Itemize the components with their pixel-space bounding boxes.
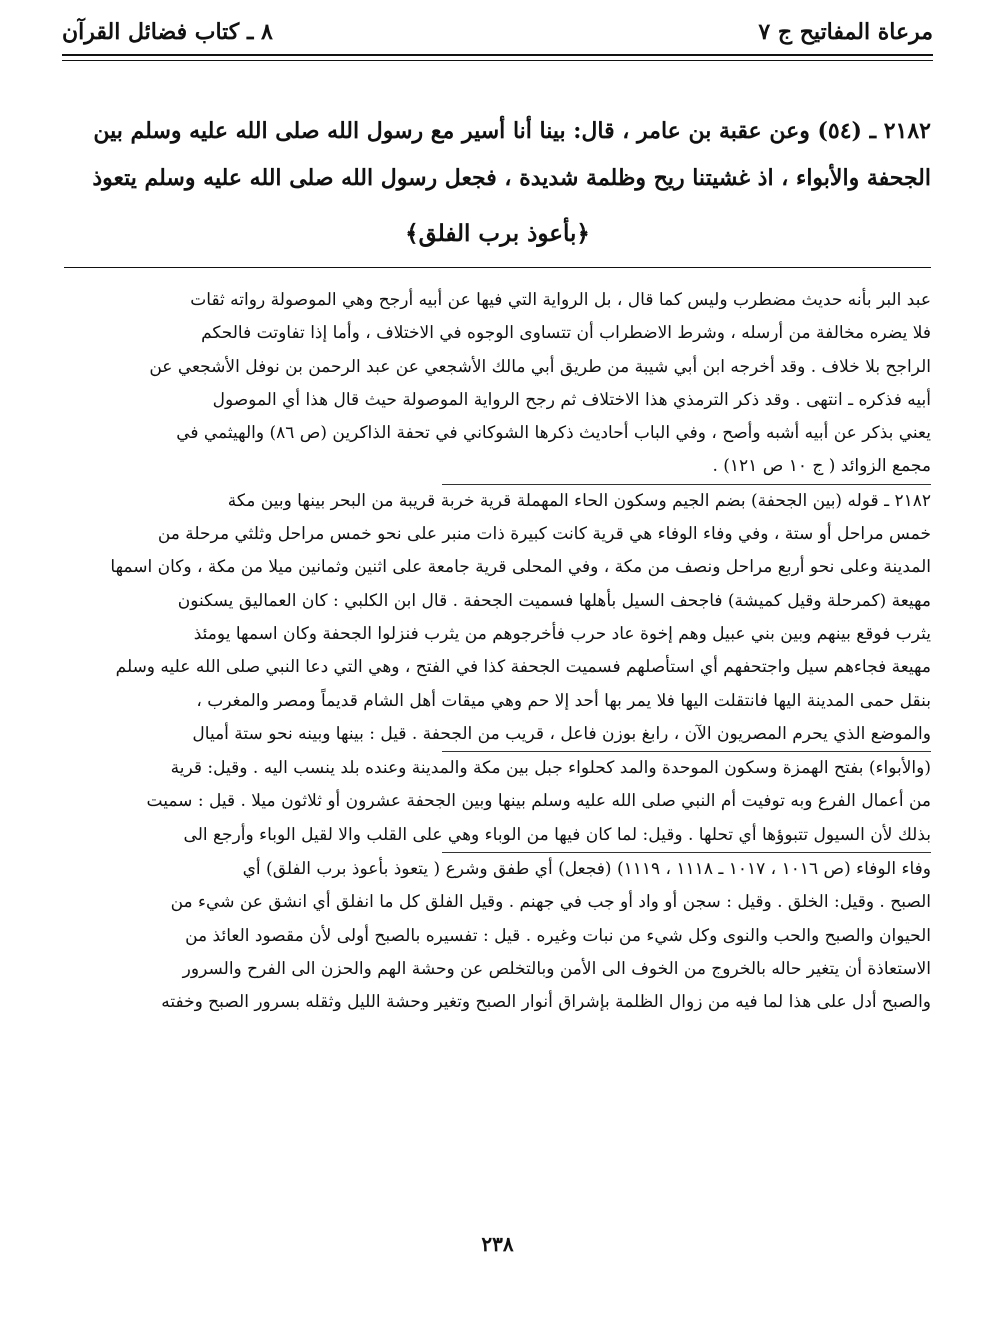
commentary-line: الصبح . وقيل: الخلق . وقيل : سجن أو واد أو جب في جهنم . وقيل الفلق كل ما انفلق أي انشق عن شيء من: [170, 892, 931, 913]
commentary-line: الحيوان والصبح والحب والنوى وكل شيء من نبات وغيره . قيل : تفسيره بالصبح أولى لأن مقصود العائذ من: [185, 925, 931, 946]
section-divider: [64, 267, 931, 268]
commentary-line: (والأبواء) بفتح الهمزة وسكون الموحدة والمد كحلواء جبل بين مكة والمدينة وعنده بلد ينسب اليه . وقيل: قرية: [170, 758, 931, 779]
commentary-line: والموضع الذي يحرم المصريون الآن ، رابغ بوزن فاعل ، قريب من الجحفة . قيل : بينها وبينه نحو ستة أميال: [192, 723, 931, 744]
commentary-line: والصبح أدل على هذا لما فيه من زوال الظلمة بإشراق أنوار الصبح وتغير وحشة الليل وثقله بسرور الصبح وخفته: [161, 992, 931, 1013]
commentary-line: خمس مراحل أو ستة ، وفي وفاء الوفاء هي قرية كانت كبيرة ذات منبر على نحو خمس مراحل وثلثي مرحلة من: [157, 524, 931, 545]
commentary-line: أبيه فذكره ـ انتهى . وقد ذكر الترمذي هذا الاختلاف ثم رجح الرواية الموصولة حيث قال هذا أي الموصول: [212, 389, 931, 410]
commentary-line: الراجح بلا خلاف . وقد أخرجه ابن أبي شيبة من طريق أبي مالك الأشجعي عن عبد الرحمن بن نوفل الأشجعي عن: [149, 356, 931, 377]
commentary-line: مجمع الزوائد ( ج ١٠ ص ١٢١) .: [712, 456, 931, 477]
header-chapter-title: ٨ ـ كتاب فضائل القرآن: [62, 19, 273, 45]
commentary-line: ٢١٨٢ ـ قوله (بين الجحفة) بضم الجيم وسكون الحاء المهملة قرية خربة قريبة من البحر بينها وبين مكة: [227, 490, 931, 511]
page-number: ٢٣٨: [481, 1232, 514, 1256]
commentary-line: المدينة وعلى نحو أربع مراحل ونصف من مكة ، وفي المحلى قرية جامعة على اثنين وثمانين ميلا من مكة ، وكان اسمها: [110, 557, 931, 578]
commentary-line: فلا يضره مخالفة من أرسله ، وشرط الاضطراب أن تتساوى الوجوه في الاختلاف ، وأما إذا تفاوتت فالحكم: [201, 323, 931, 344]
commentary-line: بنقل حمى المدينة اليها فانتقلت اليها فلا يمر بها أحد إلا حم وهي ميقات أهل الشام قديماً ومصر والمغرب ،: [196, 690, 931, 711]
hadith-line: ٢١٨٢ ـ (٥٤) وعن عقبة بن عامر ، قال: بينا أنا أسير مع رسول الله صلى الله عليه وسلم بين: [93, 118, 931, 144]
commentary-line: الاستعاذة أن يتغير حاله بالخروج من الخوف الى الأمن وبالتخلص عن وحشة الهم والحزن الى الفرح والسرور: [182, 958, 931, 979]
commentary-line: يعني بذكر عن أبيه أشبه وأصح ، وفي الباب أحاديث ذكرها الشوكاني في تحفة الذاكرين (ص ٨٦) والهيثمي في: [176, 423, 931, 444]
hadith-quote: ﴿بأعوذ برب الفلق﴾: [405, 220, 590, 247]
hadith-line: الجحفة والأبواء ، اذ غشيتنا ريح وظلمة شديدة ، فجعل رسول الله صلى الله عليه وسلم يتعوذ: [92, 165, 931, 191]
commentary-line: مهيعة (كمرحلة وقيل كميشة) فاجحف السيل بأهلها فسميت الجحفة . قال ابن الكلبي : كان العماليق يسكنون: [177, 590, 931, 611]
header-book-title: مرعاة المفاتيح ج ٧: [758, 19, 933, 45]
header-rule-thin: [62, 60, 933, 61]
hadith-text: [64, 108, 931, 202]
commentary-line: من أعمال الفرع وبه توفيت أم النبي صلى الله عليه وسلم بينها وبين الجحفة عشرون أو ثلاثون ميلا . قيل : سميت: [146, 791, 931, 812]
commentary-line: يثرب فوقع بينهم وبين بني عبيل وهم إخوة عاد حرب فأخرجوهم من يثرب فنزلوا الجحفة وكان اسمها يومئذ: [193, 623, 931, 644]
commentary-line: وفاء الوفاء (ص ١٠١٦ ، ١٠١٧ ـ ١١١٨ ، ١١١٩) (فجعل) أي طفق وشرع ( يتعوذ بأعوذ برب الفلق) أي: [242, 859, 931, 880]
commentary-line: عبد البر بأنه حديث مضطرب وليس كما قال ، بل الرواية التي فيها عن أبيه أرجح وهي الموصولة رواته ثقات: [190, 290, 931, 310]
commentary-line: مهيعة فجاءهم سيل واجتحفهم أي استأصلهم فسميت الجحفة كذا في الفتح ، وهي التي دعا النبي صلى الله عليه وسلم: [115, 657, 931, 678]
header-rule: [62, 54, 933, 56]
commentary-text: [62, 284, 931, 1020]
commentary-line: بذلك لأن السيول تتبوؤها أي تحلها . وقيل: لما كان فيها من الوباء وهي على القلب والا لقيل الوباء وأرجع الى: [183, 824, 931, 845]
running-header: [62, 14, 933, 50]
